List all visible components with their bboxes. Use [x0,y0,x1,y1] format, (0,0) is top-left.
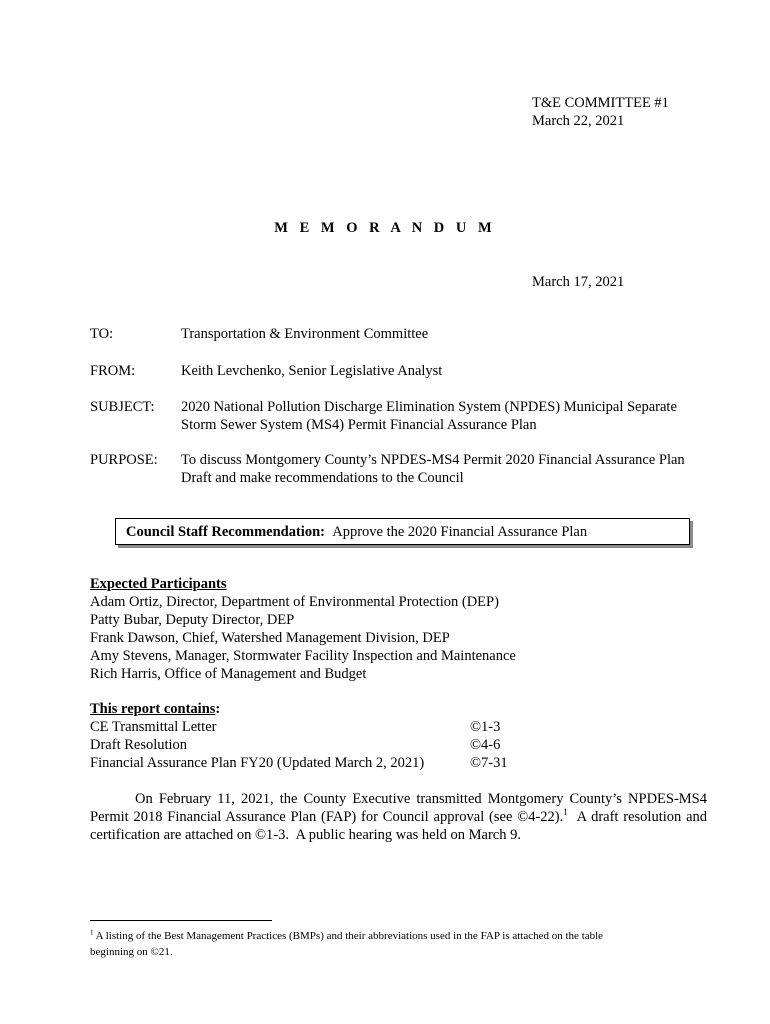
subject-line-1: 2020 National Pollution Discharge Elimination System (NPDES) Municipal Separate [181,399,677,415]
body-text [90,790,711,844]
participant-item: Frank Dawson, Chief, Watershed Management Division, DEP [90,630,450,646]
memo-date: March 17, 2021 [532,274,625,290]
footnote-line-1 [90,928,700,944]
body-text-part-2: A draft resolution and certification are attached on ©1-3. A public hearing was held on March 9. [90,809,711,843]
contents-row [90,736,560,754]
participants-heading: Expected Participants [90,576,227,592]
subject-value [181,398,708,434]
footnote-mark: 1 [90,928,94,937]
to-label: TO: [90,326,114,342]
contents-heading-line [90,700,560,718]
from-label: FROM: [90,363,136,379]
purpose-label: PURPOSE: [90,452,158,468]
footnote [90,928,700,960]
recommendation-box [115,518,690,545]
committee-label: T&E COMMITTEE #1 [532,95,669,111]
purpose-line-1: To discuss Montgomery County’s NPDES-MS4 Permit 2020 Financial Assurance Plan [181,452,685,468]
participant-item: Amy Stevens, Manager, Stormwater Facility Inspection and Maintenance [90,648,516,664]
footnote-reference: 1 [563,807,568,818]
subject-label: SUBJECT: [90,399,155,415]
to-field [90,325,708,343]
subject-line-2: Storm Sewer System (MS4) Permit Financial Assurance Plan [181,417,537,433]
body-text-part-1: On February 11, 2021, the County Executive transmitted Montgomery County’s NPDES-MS4 Permit 2018 Financial Assurance Plan (FAP) for Council approval (see ©4-22). [90,791,707,825]
contents-heading-colon: : [215,701,221,717]
contents-item-ref: ©1-3 [470,719,501,735]
participant-item: Patty Bubar, Deputy Director, DEP [90,612,295,628]
purpose-field [90,451,708,487]
contents-item-name: Draft Resolution [90,737,188,753]
from-value: Keith Levchenko, Senior Legislative Analyst [181,363,443,379]
recommendation-label: Council Staff Recommendation: [126,524,325,540]
contents-section [90,700,560,772]
participant-item: Rich Harris, Office of Management and Budget [90,666,367,682]
committee-header [532,94,669,130]
footnote-text-2: beginning on ©21. [90,946,173,958]
purpose-value [181,451,708,487]
participant-item: Adam Ortiz, Director, Department of Environmental Protection (DEP) [90,594,499,610]
purpose-line-2: Draft and make recommendations to the Council [181,470,464,486]
contents-heading: This report contains [90,701,216,717]
contents-row [90,718,560,736]
subject-field [90,398,708,434]
to-value: Transportation & Environment Committee [181,326,429,342]
contents-row [90,754,560,772]
from-field [90,362,708,380]
body-paragraph [90,790,711,844]
contents-item-name: Financial Assurance Plan FY20 (Updated March 2, 2021) [90,755,425,771]
contents-item-ref: ©4-6 [470,737,501,753]
committee-date: March 22, 2021 [532,113,625,129]
contents-item-ref: ©7-31 [470,755,508,771]
footnote-text-1: A listing of the Best Management Practices (BMPs) and their abbreviations used in the FAP is attached on the table [93,930,604,942]
contents-item-name: CE Transmittal Letter [90,719,217,735]
memo-title: M E M O R A N D U M [274,220,496,236]
recommendation-text: Approve the 2020 Financial Assurance Plan [332,524,588,540]
footnote-divider [90,920,272,921]
participants-section [90,575,516,683]
